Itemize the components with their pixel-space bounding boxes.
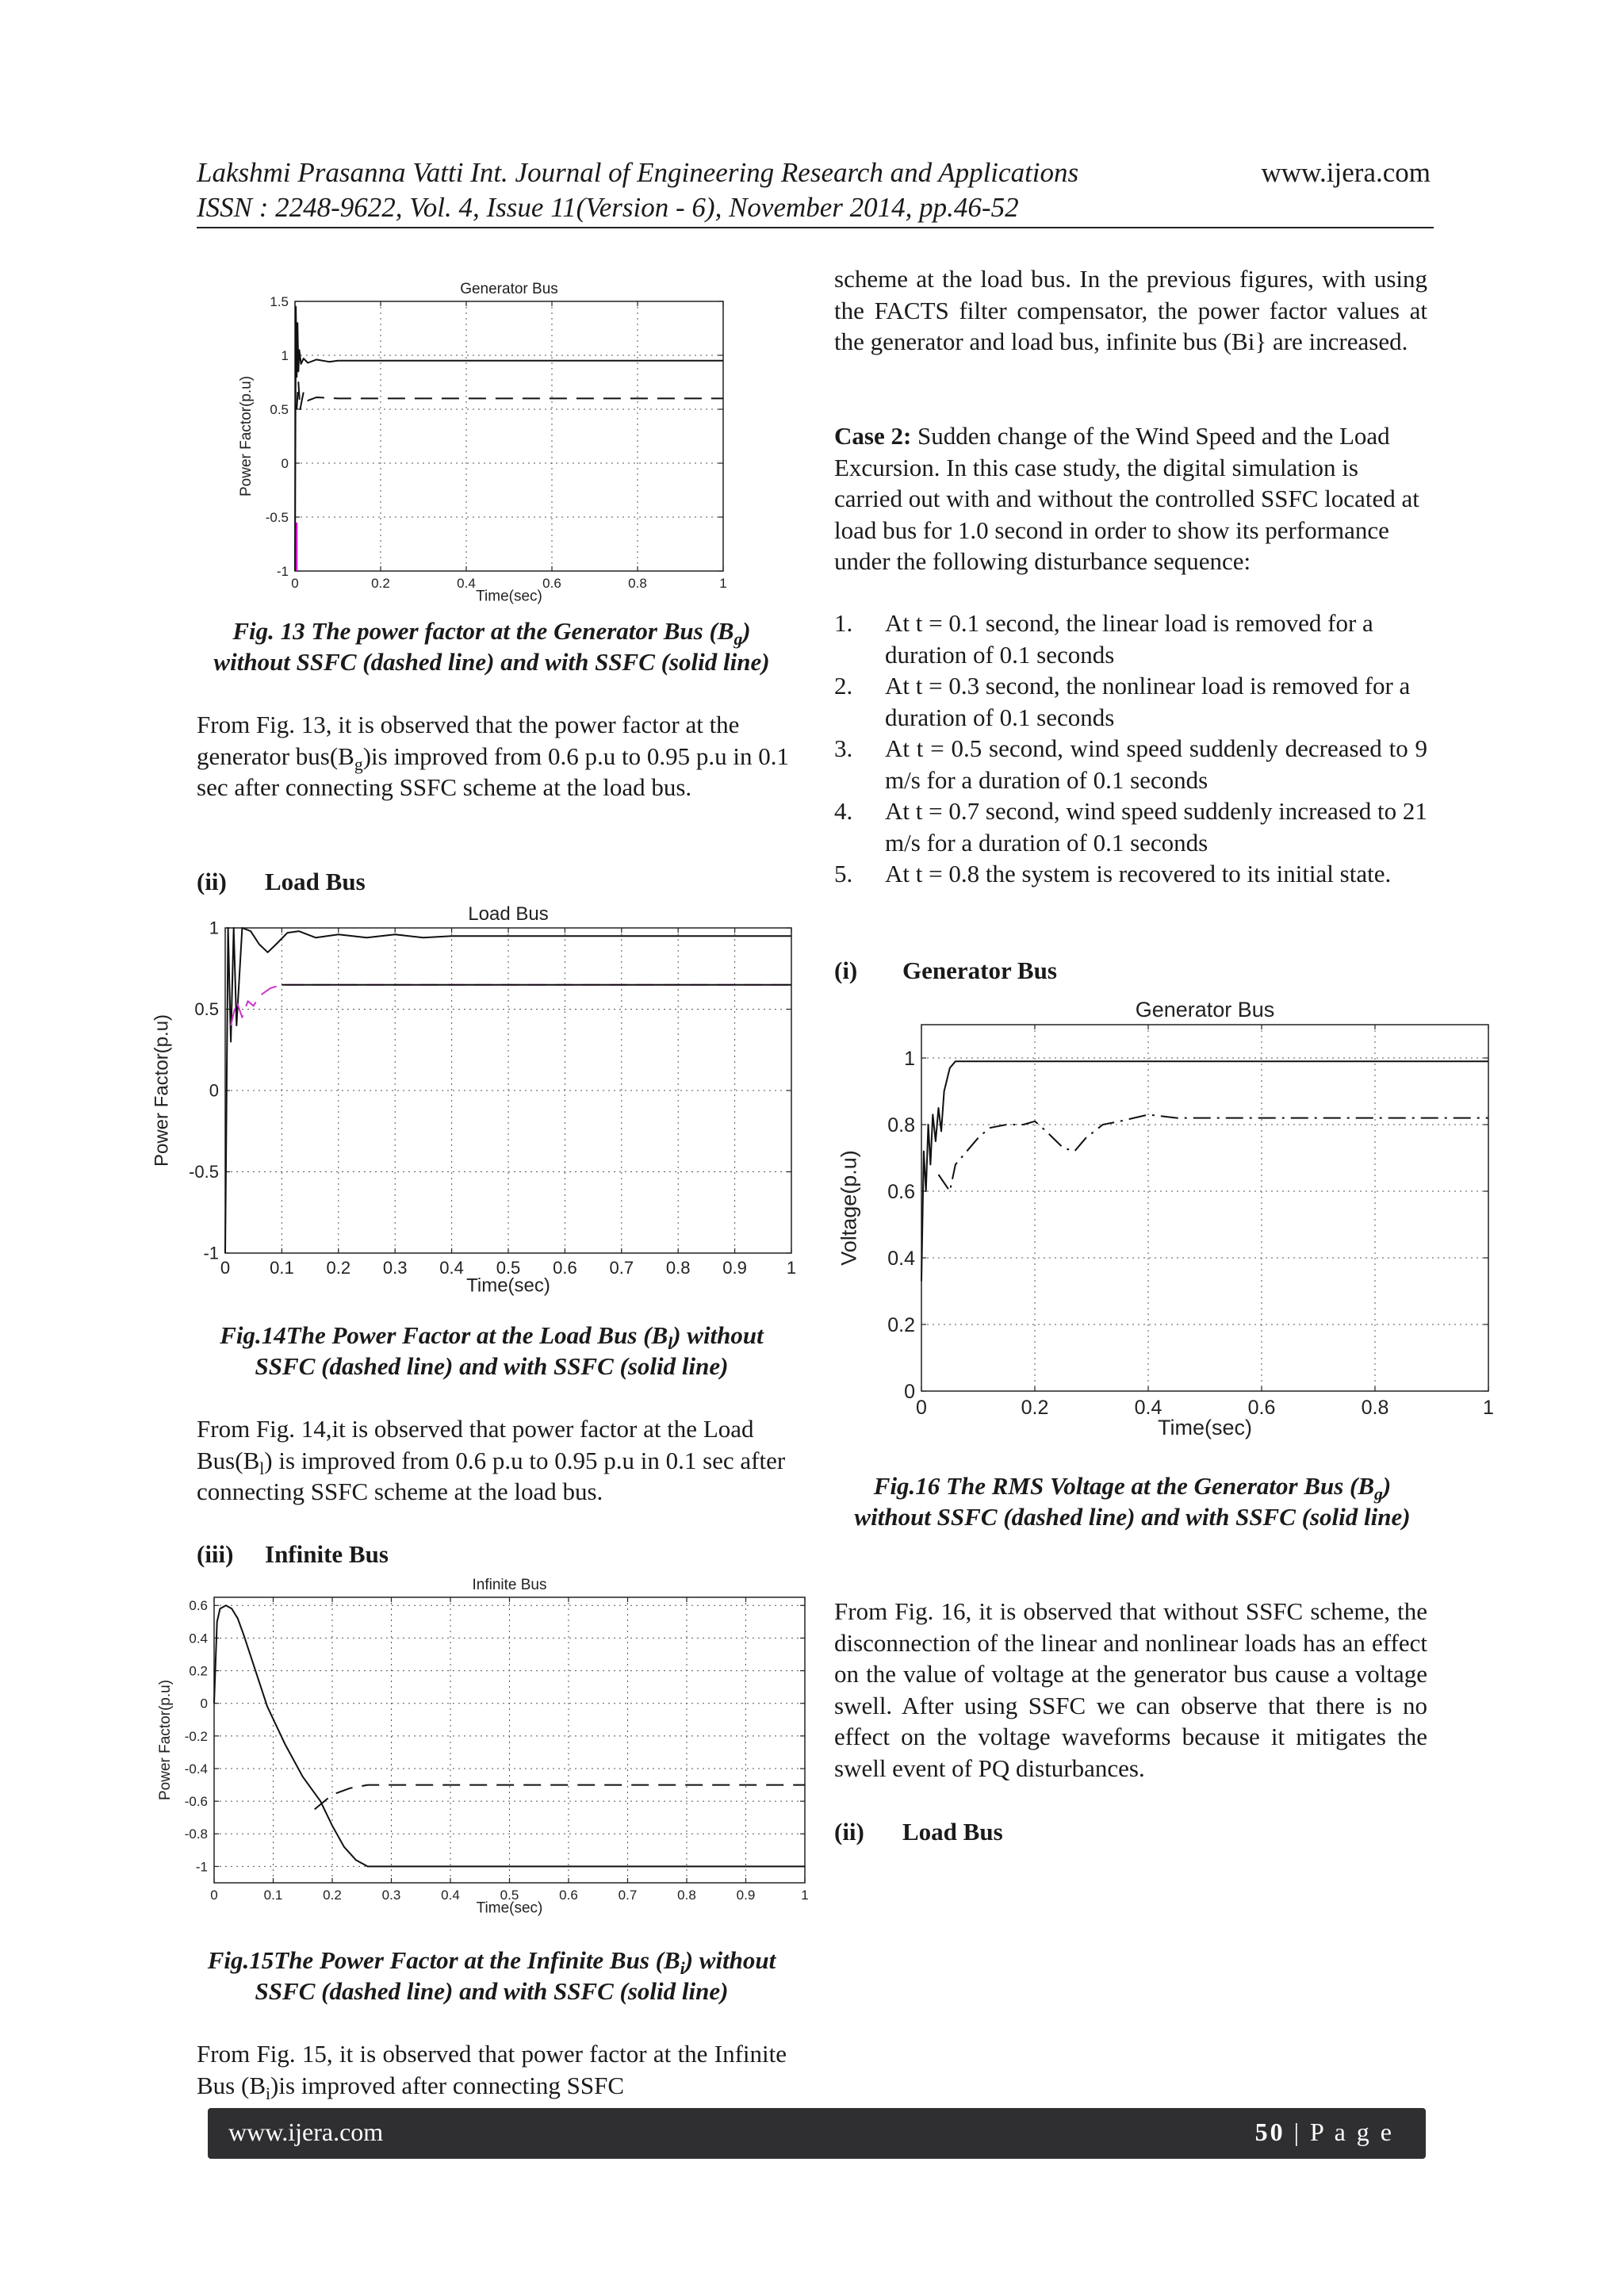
y-tick-label: 1.5 [270,293,289,309]
x-tick-label: 0.8 [677,1888,696,1903]
page-number: 50 | P a g e [1254,2118,1394,2146]
x-tick-label: 1 [1483,1397,1494,1419]
footer-website: www.ijera.com [228,2118,384,2146]
fig13-caption: Fig. 13 The power factor at the Generator Bus $(B_g)$ without SSFC (dashed line) and with SSFC (solid line) [213,617,770,676]
y-tick-label: 0.5 [194,999,219,1020]
x-tick-label: 0.5 [496,1258,521,1278]
x-tick-label: 0.4 [457,576,476,591]
y-tick-label: -1 [203,1243,219,1263]
x-tick-label: 0.9 [722,1258,747,1278]
y-tick-label: 0.6 [887,1180,915,1203]
x-tick-label: 0.4 [439,1258,464,1278]
case2-paragraph [834,420,1427,577]
header-website: www.ijera.com [1261,157,1431,188]
y-axis-label: Power Factor(p.u) [156,1679,174,1801]
y-tick-label: 0 [281,455,289,471]
x-tick-label: 0.9 [736,1888,756,1903]
chart-title: Generator Bus [1135,998,1275,1022]
y-tick-label: 0.6 [189,1598,208,1614]
y-tick-label: -1 [195,1859,208,1875]
y-tick-label: 0.4 [887,1247,915,1270]
y-tick-label: -0.2 [184,1728,208,1744]
fig14-caption: Fig.14The Power Factor at the Load Bus $(B_l)$ without SSFC (dashed line) and with SSFC (solid line) [220,1321,764,1380]
x-tick-label: 0.3 [381,1888,401,1903]
fig16-chart [837,983,1507,1459]
fig16-paragraph: From Fig. 16, it is observed that without SSFC scheme, the disconnection of the linear and nonlinear loads has an effect on the value of voltage at the generator bus cause a voltage swell. After using SSFC we can observe that there is no effect on the voltage waveforms because it mitigates the swell event of PQ disturbances. [834,1597,1427,1782]
list-item: 4. At t = 0.7 second, wind speed suddenly increased to 21 m/s for a duration of 0.1 seconds [834,797,1427,857]
fig16-caption: Fig.16 The RMS Voltage at the Generator Bus $(B_g)$ without SSFC (dashed line) and with SSFC (solid line) [854,1472,1411,1531]
fig13-paragraph: From Fig. 13, it is observed that the power factor at the generator $bus(B_g)is$ improved from 0.6 p.u to 0.95 p.u in 0.1 sec after connecting SSFC scheme at the load bus. [197,711,789,801]
chart-title: Load Bus [468,903,549,925]
x-tick-label: 0.5 [500,1888,519,1903]
x-tick-label: 0.2 [371,576,390,591]
x-tick-label: 0 [220,1258,231,1278]
section-iii-infinite-bus: (iii) Infinite Bus [197,1540,389,1568]
case2-text: Sudden change of the Wind Speed and the Load Excursion. In this case study, the digital simulation is carried out with and without the controlled SSFC located at load bus for 1.0 second in order to show its performance under the following disturbance sequence: [834,422,1419,575]
x-tick-label: 0.7 [618,1888,638,1903]
fig13-chart [230,270,737,619]
y-tick-label: 0.5 [270,401,289,417]
x-tick-label: 1 [786,1258,797,1278]
x-axis-label: Time(sec) [466,1274,550,1297]
x-tick-label: 0.7 [609,1258,634,1278]
y-tick-label: 1 [281,347,289,363]
y-tick-label: -1 [276,563,289,579]
list-item: 2. At t = 0.3 second, the nonlinear load is removed for a duration of 0.1 seconds [834,672,1411,731]
y-tick-label: 1 [209,918,219,938]
x-tick-label: 0.8 [628,576,647,591]
y-tick-label: 0 [209,1080,219,1101]
y-tick-label: -0.6 [184,1794,208,1810]
x-tick-label: 1 [801,1888,809,1903]
fig14-paragraph: From Fig. 14,it is observed that power factor at the Load $Bus(B_l)$ is improved from 0.6 p.u to 0.95 p.u in 0.1 sec after connecting SSFC scheme at the load bus. [197,1415,786,1505]
x-tick-label: 0.6 [542,576,561,591]
x-axis-label: Time(sec) [1158,1416,1252,1439]
header-rule [197,227,1434,228]
plot-area [295,301,723,571]
x-tick-label: 1 [719,576,727,591]
fig14-chart [152,896,802,1309]
chart-title: Infinite Bus [472,1577,547,1593]
page-footer [208,2108,1426,2159]
x-tick-label: 0.8 [1361,1397,1389,1419]
y-tick-label: 0.2 [189,1663,208,1679]
y-axis-label: Voltage(p.u) [837,1150,861,1266]
y-axis-label: Power Factor(p.u) [151,1014,173,1167]
y-axis-label: Power Factor(p.u) [237,375,255,497]
plot-area [214,1597,805,1883]
x-tick-label: 0.2 [323,1888,342,1903]
x-tick-label: 0.6 [553,1258,577,1278]
x-axis-label: Time(sec) [476,1899,543,1917]
continued-paragraph: scheme at the load bus. In the previous figures, with using the FACTS filter compensator, the power factor values at the generator and load bus, infinite bus (Bi} are increased. [834,265,1427,355]
list-item: 1. At t = 0.1 second, the linear load is removed for a duration of 0.1 seconds [834,609,1373,669]
y-tick-label: 0.4 [189,1631,208,1646]
x-tick-label: 0.6 [559,1888,578,1903]
y-tick-label: -0.8 [184,1826,208,1842]
chart-title: Generator Bus [460,281,558,297]
y-tick-label: 0.2 [887,1313,915,1336]
x-tick-label: 0.6 [1247,1397,1276,1419]
x-tick-label: 0 [291,576,299,591]
y-tick-label: 0.8 [887,1114,915,1137]
running-header [197,155,1434,225]
x-tick-label: 0 [916,1397,927,1419]
y-tick-label: 0 [904,1380,915,1403]
x-axis-label: Time(sec) [476,588,542,605]
section-i-generator-bus: (i) Generator Bus [834,956,1057,984]
header-journal: Lakshmi Prasanna Vatti Int. Journal of Engineering Research and Applications [197,157,1079,188]
disturbance-list [834,608,1427,890]
header-issn: ISSN : 2248-9622, Vol. 4, Issue 11(Version - 6), November 2014, pp.46-52 [197,192,1019,223]
plot-area [921,1025,1488,1391]
list-item: 5. At t = 0.8 the system is recovered to its initial state. [834,860,1392,887]
x-tick-label: 0.3 [382,1258,408,1278]
y-tick-label: -0.4 [184,1761,208,1777]
list-item: 3. At t = 0.5 second, wind speed suddenly decreased to 9 m/s for a duration of 0.1 seconds [834,734,1427,794]
x-tick-label: 0.4 [1134,1397,1162,1419]
y-tick-label: -0.5 [189,1162,219,1182]
fig15-caption: Fig.15The Power Factor at the Infinite Bus $(B_i)$ without SSFC (dashed line) and with SSFC (solid line) [207,1946,776,2005]
case2-label: Case 2: [834,422,912,450]
section-ii-load-bus-right: (ii) Load Bus [834,1818,1003,1846]
x-tick-label: 0.1 [263,1888,283,1903]
section-ii-load-bus: (ii) Load Bus [197,868,366,895]
fig15-chart [143,1569,817,1941]
y-tick-label: 0 [200,1696,208,1711]
x-tick-label: 0.2 [326,1258,351,1278]
fig15-paragraph: From Fig. 15, it is observed that power factor at the Infinite Bus $(B_i)is$ improved after connecting SSFC [197,2040,787,2103]
x-tick-label: 0.2 [1021,1397,1049,1419]
x-tick-label: 0 [210,1888,218,1903]
x-tick-label: 0.1 [270,1258,294,1278]
x-tick-label: 0.8 [665,1258,691,1278]
x-tick-label: 0.4 [441,1888,460,1903]
y-tick-label: -0.5 [265,509,289,525]
y-tick-label: 1 [904,1047,915,1070]
